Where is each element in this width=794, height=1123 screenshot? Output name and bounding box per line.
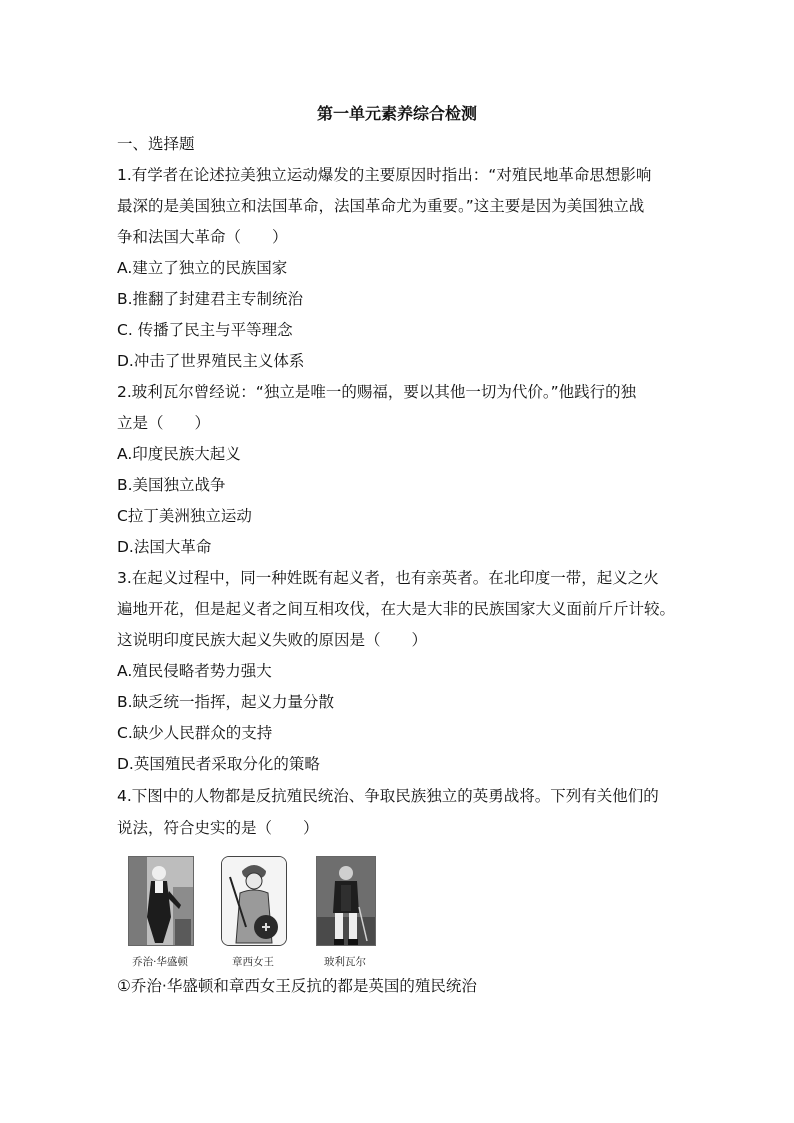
- text-line: 3.在起义过程中，同一种姓既有起义者，也有亲英者。在北印度一带，起义之火: [117, 569, 659, 587]
- option-line: D.法国大革命: [117, 538, 212, 556]
- caption-rani: 章西女王: [232, 956, 274, 968]
- text-line: 立是（ ）: [117, 414, 211, 432]
- rani-portrait: [221, 856, 287, 946]
- text-line: 说法，符合史实的是（ ）: [117, 819, 319, 837]
- text-line: 争和法国大革命（ ）: [117, 228, 288, 246]
- text-line: 2.玻利瓦尔曾经说：“独立是唯一的赐福，要以其他一切为代价。”他践行的独: [117, 383, 637, 401]
- option-line: A.建立了独立的民族国家: [117, 259, 288, 277]
- option-line: C.缺少人民群众的支持: [117, 724, 273, 742]
- text-line: 4.下图中的人物都是反抗殖民统治、争取民族独立的英勇战将。下列有关他们的: [117, 787, 659, 805]
- document-title: 第一单元素养综合检测: [316, 104, 477, 123]
- option-line: D.冲击了世界殖民主义体系: [117, 352, 305, 370]
- text-line: 这说明印度民族大起义失败的原因是（ ）: [117, 631, 428, 649]
- option-line: A.殖民侵略者势力强大: [117, 662, 272, 680]
- caption-bolivar: 玻利瓦尔: [324, 956, 366, 968]
- option-line: B.美国独立战争: [117, 476, 226, 494]
- text-line: 1.有学者在论述拉美独立运动爆发的主要原因时指出：“对殖民地革命思想影响: [117, 166, 652, 184]
- washington-portrait: [128, 856, 194, 946]
- option-line: C. 传播了民主与平等理念: [117, 321, 293, 339]
- text-line: 遍地开花，但是起义者之间互相攻伐，在大是大非的民族国家大义面前斤斤计较。: [117, 600, 676, 618]
- option-line: C拉丁美洲独立运动: [117, 507, 252, 525]
- statement-line: ①乔治·华盛顿和章西女王反抗的都是英国的殖民统治: [117, 977, 477, 995]
- option-line: A.印度民族大起义: [117, 445, 241, 463]
- caption-washington: 乔治·华盛顿: [132, 956, 188, 968]
- option-line: D.英国殖民者采取分化的策略: [117, 755, 320, 773]
- option-line: B.推翻了封建君主专制统治: [117, 290, 304, 308]
- text-line: 最深的是美国独立和法国革命，法国革命尤为重要。”这主要是因为美国独立战: [117, 197, 645, 215]
- bolivar-portrait: [316, 856, 376, 946]
- section-heading: 一、选择题: [117, 135, 195, 153]
- portrait-figures: [0, 852, 794, 972]
- option-line: B.缺乏统一指挥，起义力量分散: [117, 693, 335, 711]
